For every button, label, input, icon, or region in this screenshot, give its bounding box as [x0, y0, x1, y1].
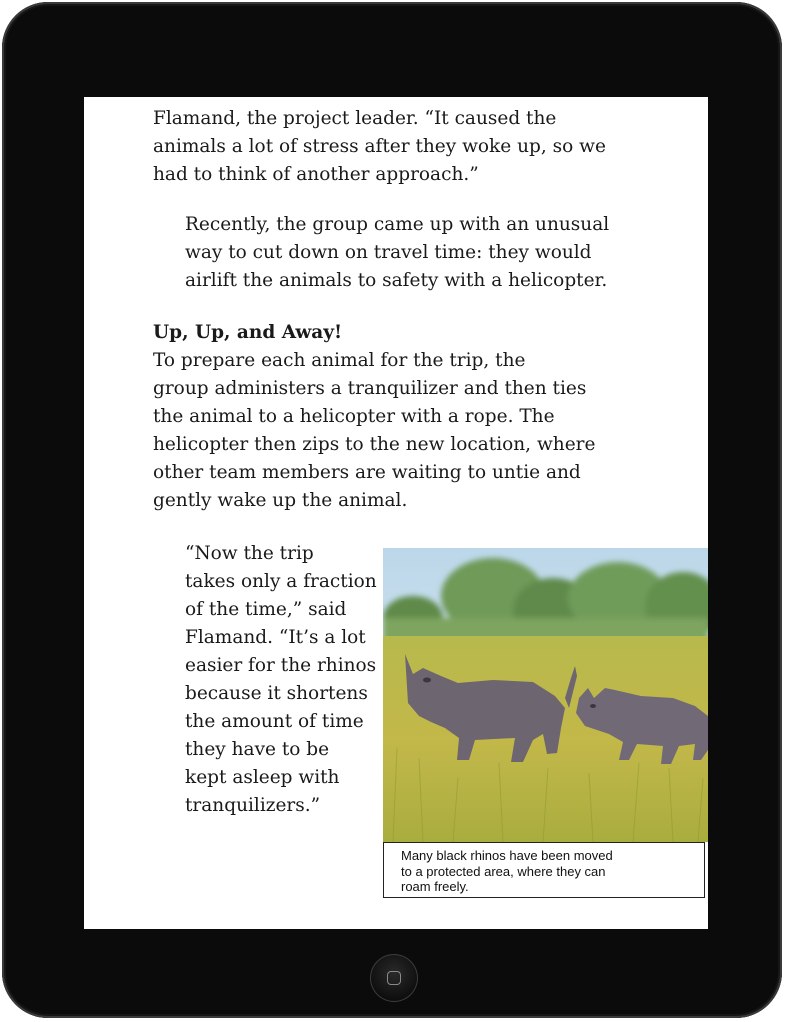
text-line: the animal to a helicopter with a rope. The: [153, 406, 555, 427]
text-line: easier for the rhinos: [185, 655, 377, 676]
rhino-photo-illustration: [383, 548, 708, 842]
section-heading: Up, Up, and Away!: [153, 322, 343, 343]
rhino-photo[interactable]: [383, 548, 708, 842]
text-line: To prepare each animal for the trip, the: [153, 350, 526, 371]
ebook-page[interactable]: [84, 97, 708, 929]
text-line: kept asleep with: [185, 767, 340, 788]
caption-line: to a protected area, where they can: [401, 863, 606, 879]
tablet-frame: [2, 2, 782, 1018]
text-line: tranquilizers.”: [185, 795, 321, 816]
caption-line: Many black rhinos have been moved: [401, 848, 613, 863]
text-line: the amount of time: [185, 711, 364, 732]
paragraph-1: [153, 105, 643, 189]
text-line: takes only a fraction: [185, 571, 377, 592]
text-line: gently wake up the animal.: [153, 490, 408, 511]
paragraph-3: [153, 347, 643, 515]
paragraph-4: [153, 540, 377, 820]
text-line: they have to be: [185, 739, 330, 760]
home-button-icon: [387, 971, 401, 985]
text-line: group administers a tranquilizer and then ties: [153, 378, 587, 399]
text-line: other team members are waiting to untie and: [153, 462, 581, 483]
text-line: Recently, the group came up with an unusual: [185, 214, 610, 235]
text-line: airlift the animals to safety with a helicopter.: [185, 270, 608, 291]
text-line: of the time,” said: [185, 599, 347, 620]
text-line: way to cut down on travel time: they would: [185, 242, 592, 263]
text-line: because it shortens: [185, 683, 368, 704]
text-line: helicopter then zips to the new location, where: [153, 434, 596, 455]
text-line: “Now the trip: [185, 543, 314, 564]
caption-line: roam freely.: [401, 879, 469, 894]
home-button[interactable]: [370, 954, 418, 1002]
text-line: Flamand. “It’s a lot: [185, 627, 366, 648]
text-line: had to think of another approach.”: [153, 164, 479, 185]
text-line: Flamand, the project leader. “It caused the: [153, 108, 557, 129]
paragraph-2: [153, 211, 643, 295]
photo-caption: [383, 842, 705, 898]
text-line: animals a lot of stress after they woke up, so we: [153, 136, 606, 157]
